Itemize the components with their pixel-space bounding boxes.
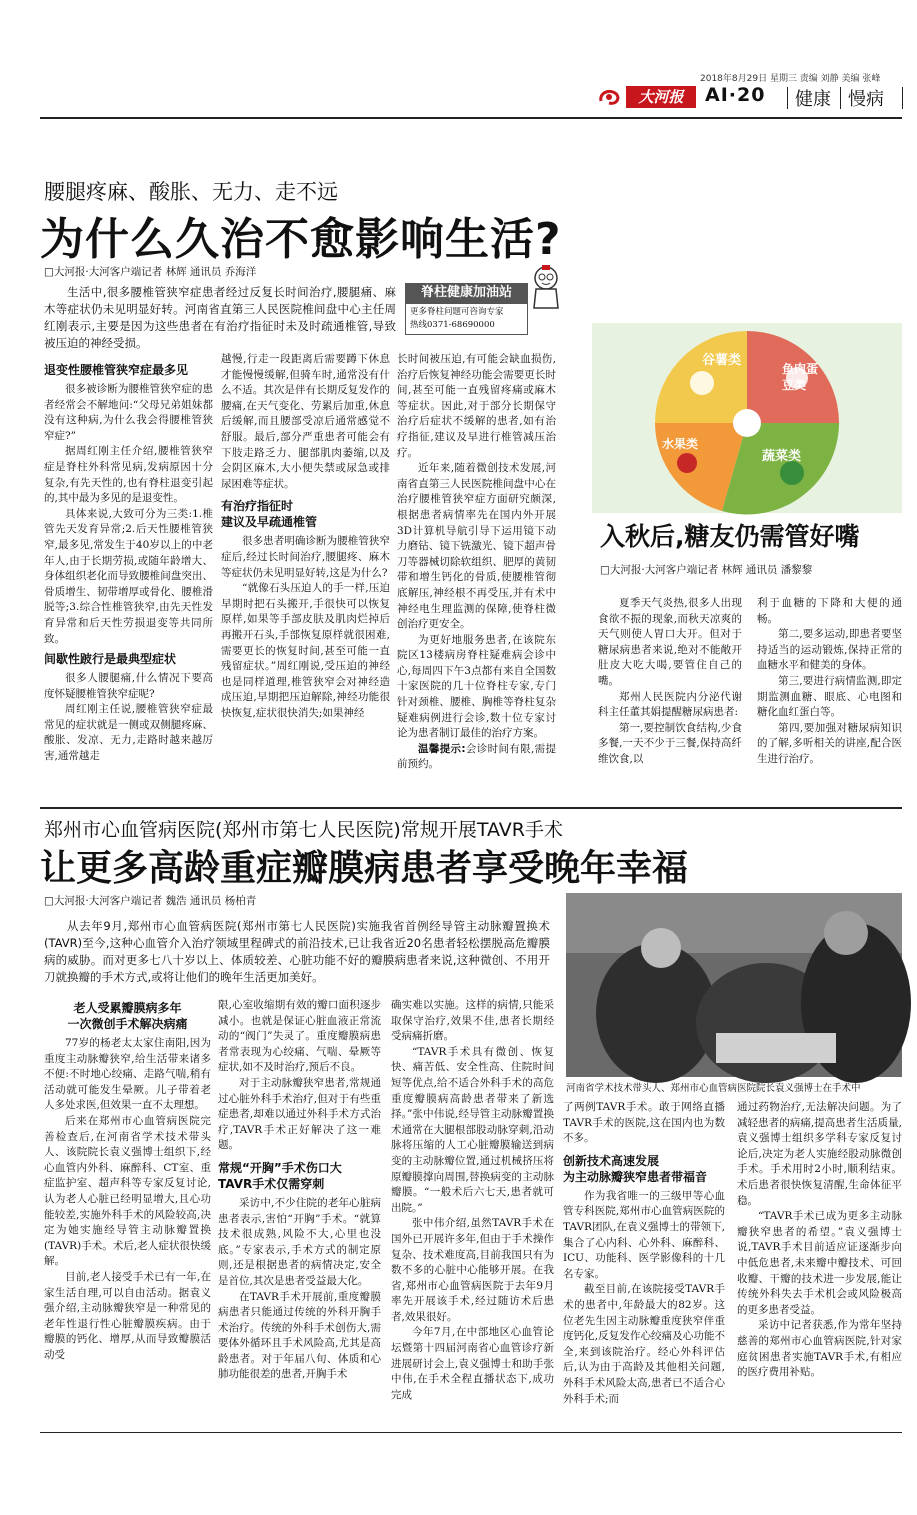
section-name: 健康 [795,89,831,110]
paragraph: 通过药物治疗,无法解决问题。为了减轻患者的病痛,提高患者生活质量,袁义强博士组织多学科专家反复讨论后,决定为老人实施经股动脉微创手术。手术用时2小时,顺利结束。术后患者很快恢复清醒,生命体征平稳。 [737,1101,902,1207]
food-label: 蔬菜类 [762,449,802,464]
paragraph: 截至目前,在该院接受TAVR手术的患者中,年龄最大的82岁。这位老先生因主动脉瓣重度狭窄伴重度钙化,反复发作心绞痛及心功能不全,来到该院治疗。经心外科评估后,认为由于高龄及其他相关问题,外科手术风险太高,患者已不适合心外科手术;而 [563,1283,725,1405]
paragraph: 近年来,随着微创技术发展,河南省直第三人民医院椎间盘中心在治疗腰椎管狭窄症方面研究颇深,根据患者病情率先在国内外开展3D计算机导航引导下运用镜下动力磨钻、镜下铣激光、镜下超声骨刀等器械切除软组织、肥厚的黄韧带和增生钙化的骨质,使腰椎管彻底解压,神经根不再受压,并有术中神经电生理监测的保障,使脊柱微创治疗更安全。 [397,462,556,631]
article3-column-4 [563,1100,725,1426]
paragraph: 很多患者明确诊断为腰椎管狭窄症后,经过长时间治疗,腰腿疼、麻木等症状仍未见明显好转,这是为什么? [221,535,390,579]
paragraph: 限,心室收缩期有效的瓣口面积逐步减小。也就是保证心脏血液正常流动的“阀门”失灵了。重度瓣膜病患者常表现为心绞痛、气喘、晕厥等症状,如不及时治疗,预后不良。 [218,999,381,1074]
subhead: 退变性腰椎管狭窄症最多见 [44,363,189,377]
subhead: 老人受累瓣膜病多年 [73,1001,182,1015]
subhead: 间歇性跛行是最典型症状 [44,652,177,667]
paragraph: 具体来说,大致可分为三类:1.椎管先天发育异常;2.后天性腰椎管狭窄,最多见,常发生于40岁以上的中老年人,由于长期劳损,或随年龄增大、身体组织老化而导致腰椎间盘突出、骨质增生、韧带增厚或骨化、腰椎滑脱等;3.综合性椎管狭窄,由先天性发育异常和后天性劳损退变等共同所致。 [44,507,213,645]
article2-column-1 [598,596,742,796]
badge-line2: 热线0371-68690000 [410,320,495,330]
subhead: 一次微创手术解决病痛 [67,1017,188,1031]
paragraph: 很多被诊断为腰椎管狭窄症的患者经常会不解地问:“父母兄弟姐妹都没有这种病,为什么我会得腰椎管狭窄症?” [44,383,213,442]
paper-name-logo: 大河报 [626,86,696,108]
header-divider [840,87,841,109]
paragraph: 77岁的杨老太太家住南阳,因为重度主动脉瓣狭窄,给生活带来诸多不便:不时地心绞痛、走路气喘,稍有活动就可能发生晕厥。儿子带着老人多处求医,但效果一直不太理想。 [44,1037,211,1112]
note-text: 会诊时间有限,需提前预约。 [397,742,556,771]
paper-logo-icon [597,87,625,107]
paragraph: “TAVR手术具有微创、恢复快、痛苦低、安全性高、住院时间短等优点,给不适合外科手术的高危重度瓣膜病高龄患者带来了新选择。”张中伟说,经导管主动脉瓣置换术通常在大腿根部股动脉穿刺,沿动脉将压缩的人工心脏瓣膜输送到病变的主动脉瓣位置,通过机械挤压将原瓣膜撑向周围,替换病变的主动脉瓣膜。“一般术后六七天,患者就可出院。” [391,1045,554,1214]
article1-column-1 [44,358,213,763]
subhead: TAVR手术仅需穿刺 [218,1176,325,1191]
article3-kicker: 郑州市心血管病医院(郑州市第七人民医院)常规开展TAVR手术 [44,819,563,841]
surgery-photo [566,893,902,1077]
article2-column-2 [757,596,902,796]
paragraph: 第三,要进行病情监测,即定期监测血糖、眼底、心电图和糖化血红蛋白等。 [757,674,902,719]
article3-column-2 [218,998,381,1426]
subhead: 常规“开胸”手术伤口大 [218,1160,342,1175]
paragraph: 周红刚主任说,腰椎管狭窄症最常见的症状就是一侧或双侧腿疼麻、酸胀、发凉、无力,走路时越来越厉害,通常越走 [44,703,213,763]
photo-caption: 河南省学术技术带头人、郑州市心血管病医院院长袁义强博士在手术中 [566,1083,861,1094]
article2-headline: 入秋后,糖友仍需管好嘴 [600,522,860,551]
badge-line1: 更多脊柱问题可咨询专家 [410,307,504,317]
subhead: 为主动脉瓣狭窄患者带福音 [563,1169,708,1184]
section-rule [40,807,902,809]
header-rule [40,117,902,119]
article1-headline: 为什么久治不愈影响生活? [40,214,562,265]
header-divider [787,87,788,109]
article2-byline: □大河报·大河客户端记者 林辉 通讯员 潘黎黎 [600,564,813,576]
paragraph: 很多人腰腿痛,什么情况下要高度怀疑腰椎管狭窄症呢? [44,672,213,700]
article1-column-3 [397,352,556,771]
header-divider [902,87,903,109]
food-label: 水果类 [662,437,699,451]
paragraph: 利于血糖的下降和大便的通畅。 [757,597,902,625]
paragraph: 越慢,行走一段距离后需要蹲下休息才能慢慢缓解,但骑车时,通常没有什么不适。其次是伴有长期反复发作的腰痛,在天气变化、劳累后加重,休息后缓解,而且腰部受凉后通常感觉不舒服。最后,部分严重患者可能会有下肢走路乏力、腿部肌肉萎缩,以及会阴区麻木,大小便失禁或尿急或排尿困难等症状。 [221,353,390,490]
badge-title: 脊柱健康加油站 [405,283,528,303]
paragraph: 张中伟介绍,虽然TAVR手术在国外已开展许多年,但由于手术操作复杂、技术难度高,目前我国只有为数不多的心脏中心能够开展。在我省,郑州市心血管病医院于去年9月率先开展该手术,经过随访术后患者,效果很好。 [391,1217,554,1323]
paragraph: 长时间被压迫,有可能会缺血损伤,治疗后恢复神经功能会需要更长时间,甚至可能一直残留疼痛或麻木等症状。因此,对于部分长期保守治疗后症状不缓解的患者,如有治疗指征,建议及早进行椎管减压治疗。 [397,353,556,459]
article1-byline: □大河报·大河客户端记者 林辉 通讯员 乔海洋 [44,266,257,278]
article3-lead: 从去年9月,郑州市心血管病医院(郑州市第七人民医院)实施我省首例经导管主动脉瓣置换术(TAVR)至今,这种心血管介入治疗领域里程碑式的前沿技术,已让我省近20名患者轻松摆脱高危瓣膜病的威胁。而对更多七八十岁以上、体质较差、心脏功能不好的瓣膜病患者来说,这种微创、不用开刀就换瓣的手术方式,或将让他们的晚年生活更加美好。 [44,919,550,984]
note-label: 温馨提示: [418,742,466,755]
paragraph: 为更好地服务患者,在该院东院区13楼病房脊柱疑难病会诊中心,每周四下午3点都有来自全国数十家医院的几十位脊柱专家,专门针对颈椎、腰椎、胸椎等脊柱复杂疑难病例进行会诊,数十位专家讨论为患者制订最佳的治疗方案。 [397,633,556,740]
page-number: AI·20 [705,84,766,106]
paragraph: 目前,老人接受手术已有一年,在家生活自理,可以自由活动。据袁义强介绍,主动脉瓣狭窄是一种常见的老年性退行性心脏瓣膜疾病。由于瓣膜的钙化、增厚,从而导致瓣膜活动受 [44,1270,211,1361]
paragraph: “TAVR手术已成为更多主动脉瓣狭窄患者的希望。”袁义强博士说,TAVR手术目前适应证逐渐步向中低危患者,未来瓣中瓣技术、可回收瓣、干瓣的技术进一步发展,能让传统外科失去手术机会或风险极高的更多患者受益。 [737,1210,902,1316]
paragraph: 第二,要多运动,即患者要坚持适当的运动锻炼,保持正常的血糖水平和健美的身体。 [757,628,902,672]
food-label: 鱼肉蛋豆类 [782,362,819,392]
article3-column-1 [44,998,211,1426]
paragraph: “就像石头压迫人的手一样,压迫早期时把石头搬开,手很快可以恢复原样,如果等手部皮肤及肌肉烂掉后再搬开石头,手部恢复原样就很困难,需要更长的恢复时间,甚至可能一直残留症状。”周红刚说,受压迫的神经也是同样道理,椎管狭窄会对神经造成压迫,早期把压迫解除,神经功能很快恢复,症状很快消失;如果神经 [221,582,390,719]
paragraph: 采访中记者获悉,作为常年坚持慈善的郑州市心血管病医院,针对家庭贫困患者实施TAVR手术,有相应的医疗费用补贴。 [737,1319,902,1379]
paragraph: 作为我省唯一的三级甲等心血管专科医院,郑州市心血管病医院的TAVR团队,在袁义强博士的带领下,集合了心内科、心外科、麻醉科、ICU、功能科、医学影像科的十几名专家。 [563,1189,725,1280]
badge-box [405,303,528,335]
article3-headline: 让更多高龄重症瓣膜病患者享受晚年幸福 [40,848,689,889]
food-wheel-image [592,323,902,513]
bottom-rule [40,1432,902,1433]
paragraph: 后来在郑州市心血管病医院完善检查后,在河南省学术技术带头人、该院院长袁义强博士组织下,经心血管内外科、麻醉科、CT室、重症监护室、超声科等专家反复讨论,认为老人心脏已经明显增大,且心功能较差,实施外科手术的风险较高,决定为她实施经导管主动脉瓣置换(TAVR)手术。术后,老人症状很快缓解。 [44,1114,211,1268]
subhead: 创新技术高速发展 [563,1153,660,1168]
paragraph: 在TAVR手术开展前,重度瓣膜病患者只能通过传统的外科开胸手术治疗。传统的外科手术创伤大,需要体外循环且手术风险高,尤其是高龄患者。对于年届八旬、体质和心肺功能很差的患者,开胸手术 [218,1290,381,1381]
paragraph: 第四,要加强对糖尿病知识的了解,多听相关的讲座,配合医生进行治疗。 [757,721,902,765]
subsection-name: 慢病 [848,89,884,110]
article3-column-3 [391,998,554,1426]
article1-lead: 生活中,很多腰椎管狭窄症患者经过反复长时间治疗,腰腿痛、麻木等症状仍未见明显好转。河南省直第三人民医院椎间盘中心主任周红刚表示,主要是因为这些患者在有治疗指征时未及时疏通椎管,导致被压迫的神经受损。 [44,285,396,350]
article3-byline: □大河报·大河客户端记者 魏浩 通讯员 杨柏青 [44,895,257,907]
paragraph: 夏季天气炎热,很多人出现食欲不振的现象,而秋天凉爽的天气则使人胃口大开。但对于糖尿病患者来说,绝对不能敞开肚皮大吃大喝,要管住自己的嘴。 [598,597,742,687]
paragraph: 郑州人民医院内分泌代谢科主任董其娟提醒糖尿病患者: [598,690,742,719]
paragraph: 确实难以实施。这样的病情,只能采取保守治疗,效果不佳,患者长期经受病痛折磨。 [391,999,554,1043]
paragraph: 对于主动脉瓣狭窄患者,常规通过心脏外科手术治疗,但对于有些重症患者,却难以通过外科手术方式治疗,TAVR手术正好解决了这一难题。 [218,1076,381,1152]
date-line: 2018年8月29日 星期三 责编 刘静 美编 张峰 [700,74,881,84]
subhead: 建议及早疏通椎管 [221,515,318,530]
paragraph: 今年7月,在中部地区心血管论坛暨第十四届河南省心血管诊疗新进展研讨会上,袁义强博士和助手张中伟,在手术全程直播状态下,成功完成 [391,1326,554,1401]
article1-kicker: 腰腿疼麻、酸胀、无力、走不远 [44,180,338,204]
article1-column-2 [221,352,390,743]
article3-column-5 [737,1100,902,1426]
doctor-cartoon-icon [528,264,564,310]
food-label: 谷薯类 [702,353,742,368]
paragraph: 采访中,不少住院的老年心脏病患者表示,害怕“开胸”手术。“就算技术很成熟,风险不大,心里也没底。”专家表示,手术方式的制定原则,还是根据患者的病情决定,安全是首位,其次是患者受益最大化。 [218,1196,381,1287]
subhead: 有治疗指征时 [221,499,294,514]
paragraph: 了两例TAVR手术。敢于网络直播TAVR手术的医院,这在国内也为数不多。 [563,1101,725,1145]
paragraph: 据周红刚主任介绍,腰椎管狭窄症是脊柱外科常见病,发病原因十分复杂,有先天性的,也有脊柱退变引起的,其中最为多见的是退变性。 [44,445,213,505]
paragraph: 第一,要控制饮食结构,少食多餐,一天不少于三餐,保持高纤维饮食,以 [598,721,742,765]
